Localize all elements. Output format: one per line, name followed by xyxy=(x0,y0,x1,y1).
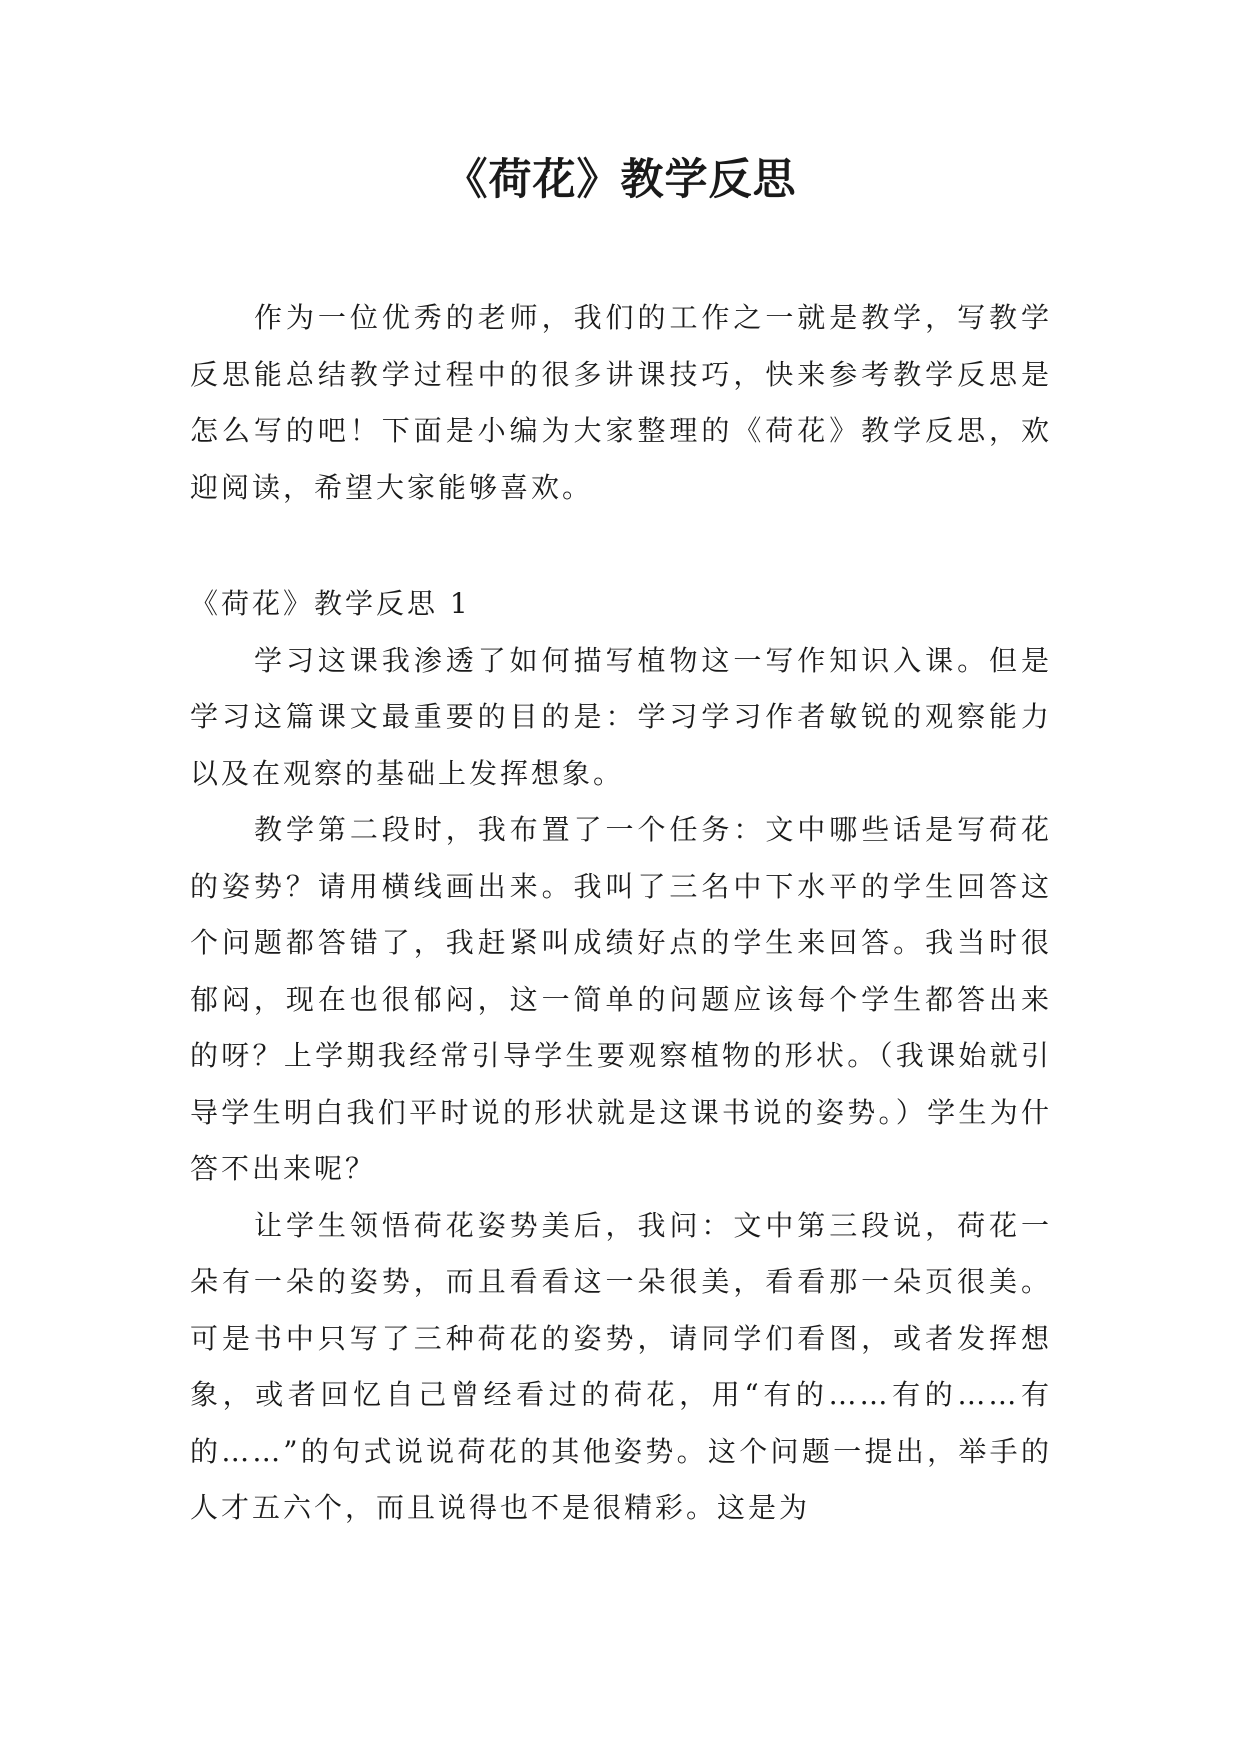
body-paragraph-2: 教学第二段时，我布置了一个任务：文中哪些话是写荷花的姿势？请用横线画出来。我叫了三名中下水平的学生回答这个问题都答错了，我赶紧叫成绩好点的学生来回答。我当时很郁闷，现在也很郁闷，这一简单的问题应该每个学生都答出来的呀？上学期我经常引导学生要观察植物的形状。（我课始就引导学生明白我们平时说的形状就是这课书说的姿势。）学生为什答不出来呢？ xyxy=(190,813,1052,1185)
body-paragraph-3: 让学生领悟荷花姿势美后，我问：文中第三段说，荷花一朵有一朵的姿势，而且看看这一朵很美，看看那一朵页很美。可是书中只写了三种荷花的姿势，请同学们看图，或者发挥想象，或者回忆自己曾经看过的荷花，用“有的……有的……有的……”的句式说说荷花的其他姿势。这个问题一提出，举手的人才五六个，而且说得也不是很精彩。这是为 xyxy=(190,1208,1052,1524)
body-paragraph-1: 学习这课我渗透了如何描写植物这一写作知识入课。但是学习这篇课文最重要的目的是：学习学习作者敏锐的观察能力以及在观察的基础上发挥想象。 xyxy=(190,643,1052,790)
document-body xyxy=(190,290,1052,1537)
intro-paragraph: 作为一位优秀的老师，我们的工作之一就是教学，写教学反思能总结教学过程中的很多讲课技巧，快来参考教学反思是怎么写的吧！下面是小编为大家整理的《荷花》教学反思，欢迎阅读，希望大家能够喜欢。 xyxy=(190,301,1052,504)
section-heading: 《荷花》教学反思 1 xyxy=(190,587,471,620)
document-title: 《荷花》教学反思 xyxy=(444,155,797,205)
